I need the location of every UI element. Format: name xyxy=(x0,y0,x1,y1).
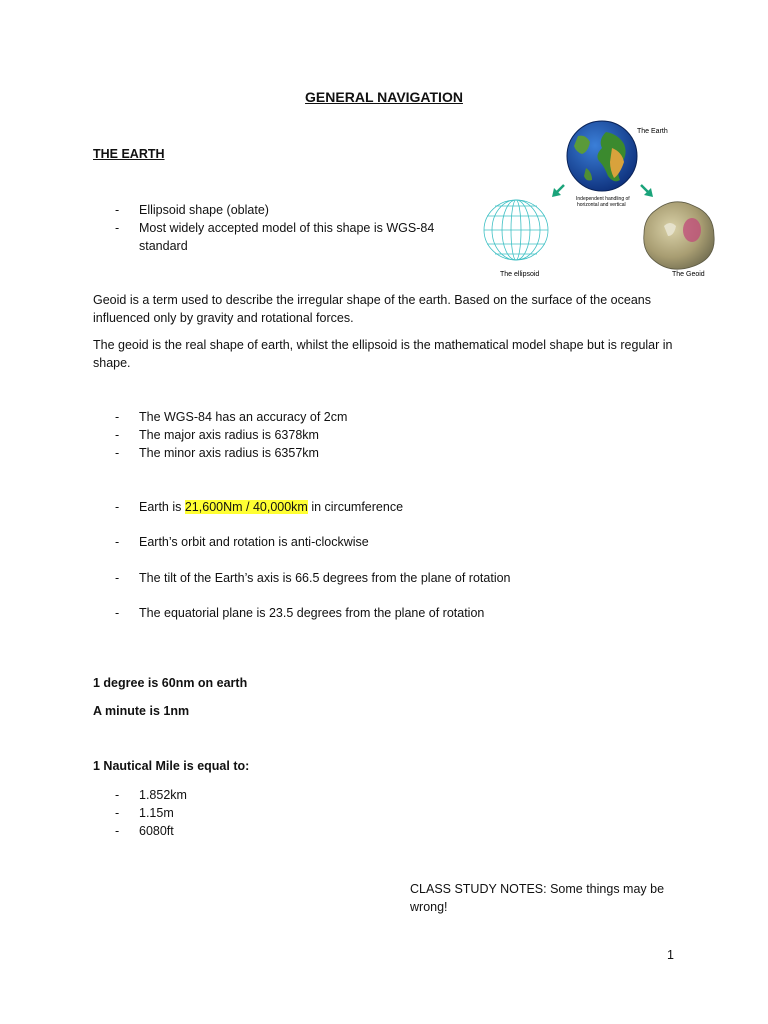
page-number: 1 xyxy=(667,948,674,962)
arrow-left-icon xyxy=(552,185,564,197)
wgs-list xyxy=(115,408,615,462)
figure-caption-2: horizontal and vertical xyxy=(577,202,626,208)
figure-caption-1: Independent handling of xyxy=(576,196,630,202)
page-title: GENERAL NAVIGATION xyxy=(305,89,463,105)
study-note: CLASS STUDY NOTES: Some things may be wrong! xyxy=(410,882,665,914)
ellipsoid-wireframe-icon xyxy=(484,200,548,260)
minute-line: A minute is 1nm xyxy=(93,704,190,718)
geoid-paragraph: Geoid is a term used to describe the irregular shape of the earth. Based on the surface of the oceans influenced only by gravity and rotational forces. xyxy=(93,293,651,325)
list-item: - Earth’s orbit and rotation is anti-clockwise xyxy=(115,535,369,549)
arrow-right-icon xyxy=(641,185,653,197)
facts-list-2 xyxy=(115,569,635,587)
list-item: - 1.852km xyxy=(115,788,187,802)
list-item: - Ellipsoid shape (oblate) xyxy=(115,203,269,217)
label-geoid: The Geoid xyxy=(672,271,705,278)
label-earth: The Earth xyxy=(637,128,668,135)
earth-globe-icon xyxy=(567,121,637,191)
highlighted-circumference: 21,600Nm / 40,000km xyxy=(184,500,308,514)
list-item: - 1.15m xyxy=(115,806,174,820)
label-ellipsoid: The ellipsoid xyxy=(500,271,540,278)
list-item: - The equatorial plane is 23.5 degrees from the plane of rotation xyxy=(115,606,485,620)
nm-heading: 1 Nautical Mile is equal to: xyxy=(93,759,250,773)
list-item: - Most widely accepted model of this shape is WGS-84 standard xyxy=(115,221,435,253)
list-item: - The tilt of the Earth’s axis is 66.5 degrees from the plane of rotation xyxy=(115,571,511,585)
list-item: - The minor axis radius is 6357km xyxy=(115,446,319,460)
nm-list xyxy=(115,786,315,840)
list-item: - The major axis radius is 6378km xyxy=(115,428,319,442)
shape-list xyxy=(115,201,455,255)
list-item: - Earth is 21,600Nm / 40,000km in circumference xyxy=(115,500,404,514)
degree-line: 1 degree is 60nm on earth xyxy=(93,676,248,690)
section-heading: THE EARTH xyxy=(93,147,165,161)
list-item: - 6080ft xyxy=(115,824,174,838)
facts-list-3 xyxy=(115,604,635,622)
earth-shapes-figure xyxy=(478,118,736,283)
geoid-shape-icon xyxy=(644,202,714,269)
facts-list-1 xyxy=(115,533,635,551)
circumference-list xyxy=(115,498,635,516)
list-item: - The WGS-84 has an accuracy of 2cm xyxy=(115,410,348,424)
geoid-vs-ellipsoid-paragraph: The geoid is the real shape of earth, whilst the ellipsoid is the mathematical model shape but is regular in shape. xyxy=(93,338,673,370)
